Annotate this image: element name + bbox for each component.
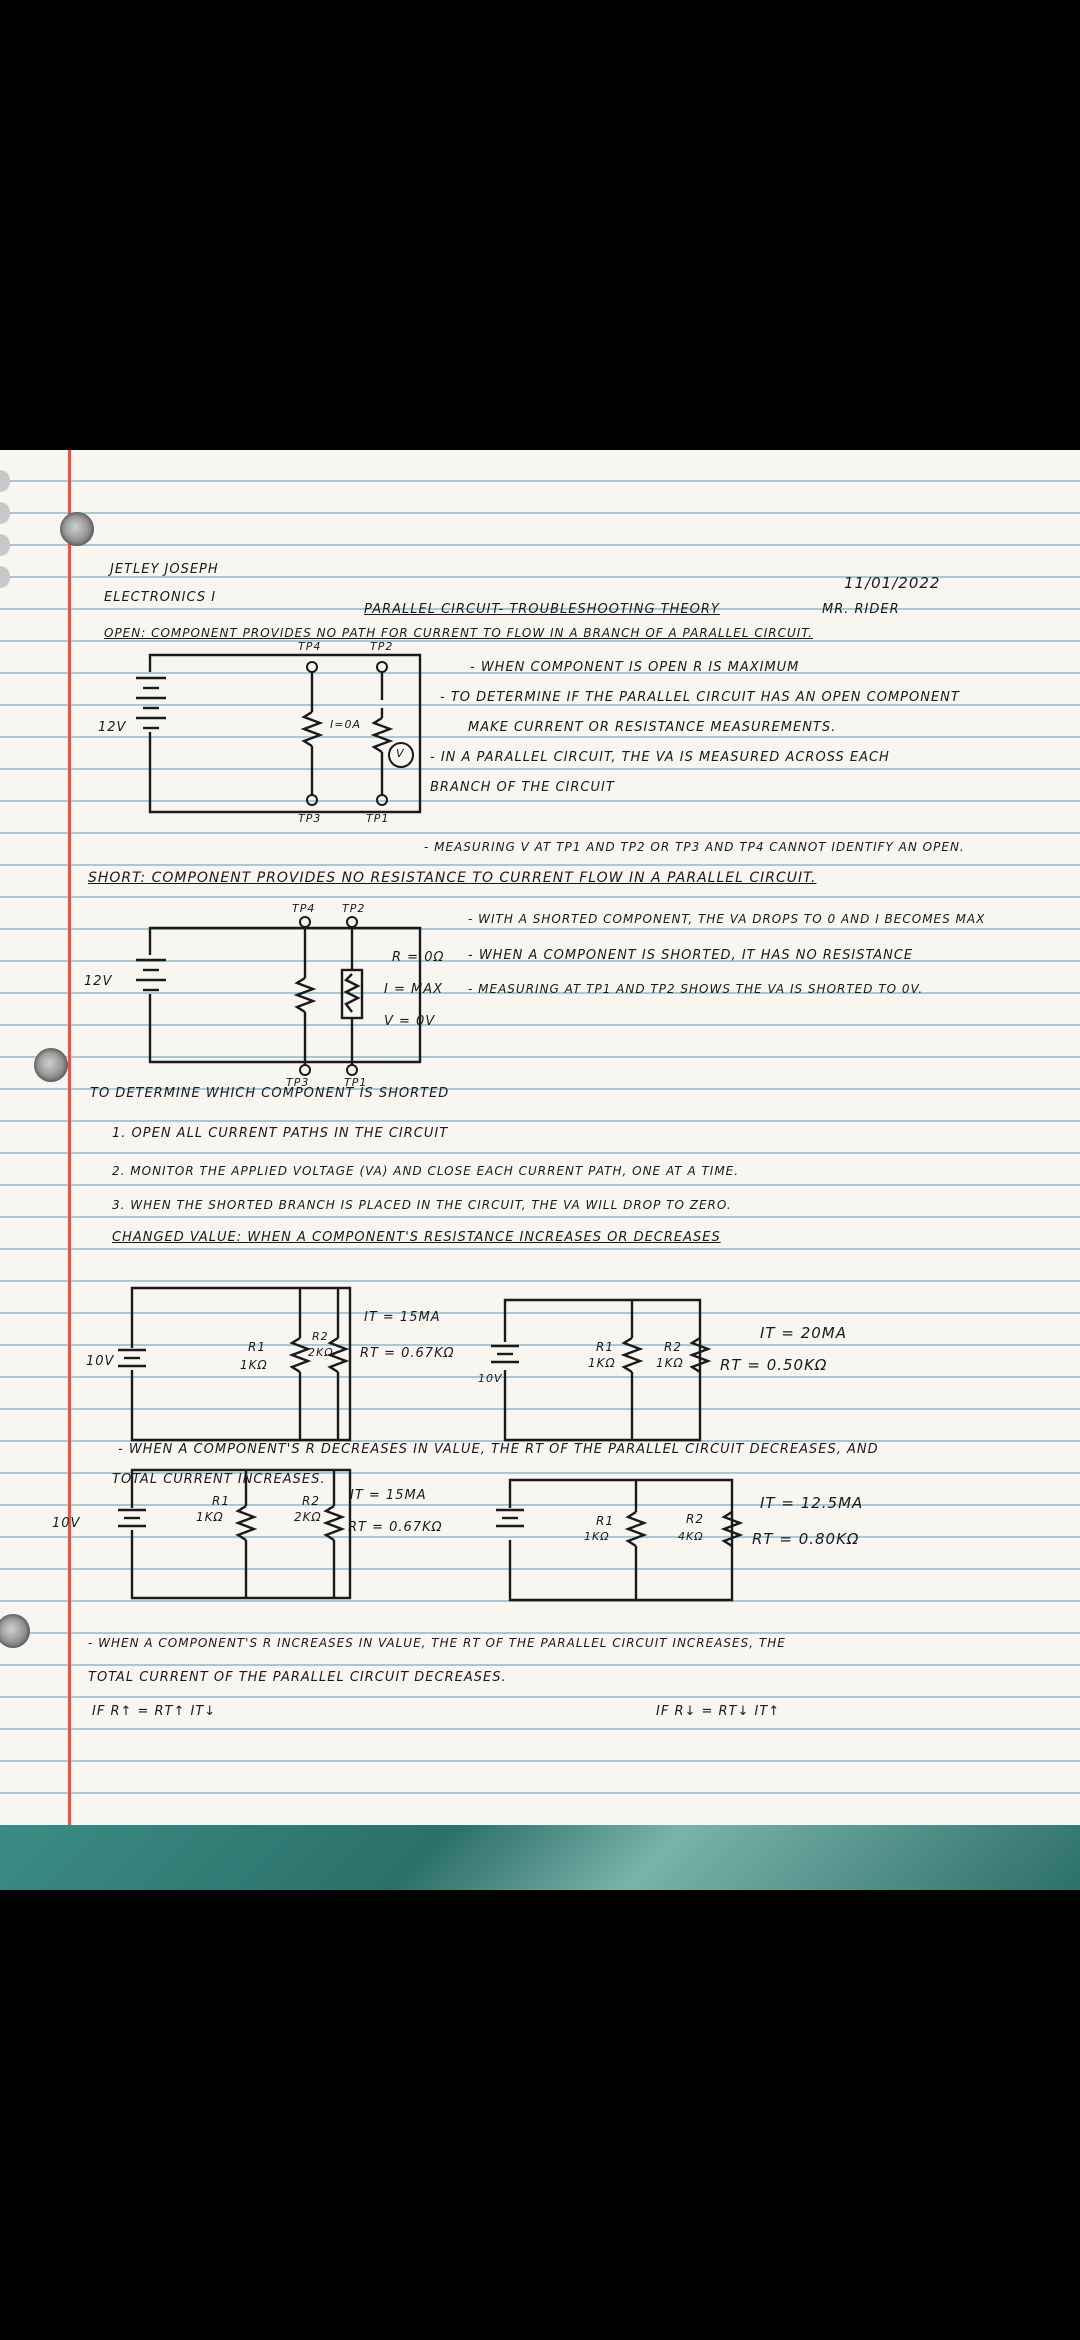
changed-heading: CHANGED VALUE: WHEN A COMPONENT'S RESISTANCE INCREASES OR DECREASES bbox=[112, 1230, 721, 1245]
c3-r1-value: 1KΩ bbox=[196, 1510, 224, 1524]
open-note-6: - MEASURING V AT TP1 AND TP2 OR TP3 AND TP4 CANNOT IDENTIFY AN OPEN. bbox=[424, 840, 965, 854]
changed-circuit-2 bbox=[491, 1300, 708, 1440]
short-note-1: - WITH A SHORTED COMPONENT, THE VA DROPS TO 0 AND I BECOMES MAX bbox=[468, 912, 986, 926]
c4-total-current: IT = 12.5MA bbox=[760, 1494, 864, 1512]
short-r-label: R = 0Ω bbox=[392, 950, 445, 965]
open-circuit-diagram bbox=[136, 655, 420, 812]
notebook-page bbox=[0, 450, 1080, 1825]
c1-r2: R2 bbox=[312, 1330, 329, 1343]
increase-note-2: TOTAL CURRENT OF THE PARALLEL CIRCUIT DECREASES. bbox=[88, 1670, 507, 1685]
changed-circuit-3 bbox=[118, 1470, 350, 1598]
voltmeter-label: V bbox=[396, 747, 405, 760]
c1-voltage: 10V bbox=[86, 1354, 115, 1369]
tablecloth-background bbox=[0, 1825, 1080, 1890]
open-heading: OPEN: COMPONENT PROVIDES NO PATH FOR CURRENT TO FLOW IN A BRANCH OF A PARALLEL CIRCUIT. bbox=[104, 626, 814, 640]
changed-circuit-1 bbox=[118, 1288, 350, 1440]
short-tp1: TP1 bbox=[344, 1076, 368, 1089]
c4-r1-value: 1KΩ bbox=[584, 1530, 610, 1543]
c1-total-current: IT = 15MA bbox=[364, 1310, 441, 1325]
c2-total-current: IT = 20MA bbox=[760, 1324, 847, 1342]
procedure-step-1: 1. OPEN ALL CURRENT PATHS IN THE CIRCUIT bbox=[112, 1126, 449, 1141]
c3-total-current: IT = 15MA bbox=[350, 1488, 427, 1503]
c1-r1: R1 bbox=[248, 1340, 266, 1354]
increase-note-1: - WHEN A COMPONENT'S R INCREASES IN VALUE, THE RT OF THE PARALLEL CIRCUIT INCREASES, THE bbox=[88, 1636, 786, 1650]
short-heading: SHORT: COMPONENT PROVIDES NO RESISTANCE TO CURRENT FLOW IN A PARALLEL CIRCUIT. bbox=[88, 870, 817, 886]
short-v-label: V = 0V bbox=[384, 1014, 436, 1029]
c2-r2: R2 bbox=[664, 1340, 682, 1354]
c2-r2-value: 1KΩ bbox=[656, 1356, 684, 1370]
c3-total-resistance: RT = 0.67KΩ bbox=[348, 1520, 443, 1535]
page-title: PARALLEL CIRCUIT- TROUBLESHOOTING THEORY bbox=[364, 602, 720, 617]
c3-voltage: 10V bbox=[52, 1516, 81, 1531]
procedure-step-3: 3. WHEN THE SHORTED BRANCH IS PLACED IN THE CIRCUIT, THE VA WILL DROP TO ZERO. bbox=[112, 1198, 732, 1212]
c1-total-resistance: RT = 0.67KΩ bbox=[360, 1346, 455, 1361]
student-name: JETLEY JOSEPH bbox=[110, 562, 219, 577]
c3-r2-value: 2KΩ bbox=[294, 1510, 322, 1524]
c4-total-resistance: RT = 0.80KΩ bbox=[752, 1530, 860, 1548]
c3-r2: R2 bbox=[302, 1494, 320, 1508]
short-note-3: - MEASURING AT TP1 AND TP2 SHOWS THE VA IS SHORTED TO 0V. bbox=[468, 982, 924, 996]
open-current: I=0A bbox=[330, 718, 361, 731]
open-note-5: BRANCH OF THE CIRCUIT bbox=[430, 780, 615, 795]
short-tp3: TP3 bbox=[286, 1076, 310, 1089]
short-circuit-diagram bbox=[136, 917, 420, 1075]
rule-increase: IF R↑ = RT↑ IT↓ bbox=[92, 1704, 217, 1719]
open-note-4: - IN A PARALLEL CIRCUIT, THE VA IS MEASURED ACROSS EACH bbox=[430, 750, 890, 765]
c4-r1: R1 bbox=[596, 1514, 614, 1528]
open-tp4: TP4 bbox=[298, 640, 322, 653]
short-tp4: TP4 bbox=[292, 902, 316, 915]
c2-r1-value: 1KΩ bbox=[588, 1356, 616, 1370]
instructor: MR. RIDER bbox=[822, 602, 900, 617]
c4-r2: R2 bbox=[686, 1512, 704, 1526]
course-name: ELECTRONICS I bbox=[104, 590, 217, 605]
c2-r1: R1 bbox=[596, 1340, 614, 1354]
open-note-1: - WHEN COMPONENT IS OPEN R IS MAXIMUM bbox=[470, 660, 800, 675]
short-tp2: TP2 bbox=[342, 902, 366, 915]
rule-decrease: IF R↓ = RT↓ IT↑ bbox=[656, 1704, 781, 1719]
procedure-step-2: 2. MONITOR THE APPLIED VOLTAGE (VA) AND CLOSE EACH CURRENT PATH, ONE AT A TIME. bbox=[112, 1164, 740, 1178]
open-note-3: MAKE CURRENT OR RESISTANCE MEASUREMENTS. bbox=[468, 720, 837, 735]
c2-voltage: 10V bbox=[478, 1372, 503, 1385]
c3-r1: R1 bbox=[212, 1494, 230, 1508]
open-tp3: TP3 bbox=[298, 812, 322, 825]
c1-r2-value: 2KΩ bbox=[308, 1346, 334, 1359]
c1-r1-value: 1KΩ bbox=[240, 1358, 268, 1372]
open-tp2: TP2 bbox=[370, 640, 394, 653]
short-voltage: 12V bbox=[84, 974, 113, 989]
short-note-2: - WHEN A COMPONENT IS SHORTED, IT HAS NO RESISTANCE bbox=[468, 948, 914, 963]
decrease-note-1: - WHEN A COMPONENT'S R DECREASES IN VALUE, THE RT OF THE PARALLEL CIRCUIT DECREASES, AND bbox=[118, 1442, 879, 1457]
c2-total-resistance: RT = 0.50KΩ bbox=[720, 1356, 828, 1374]
decrease-note-2: TOTAL CURRENT INCREASES. bbox=[112, 1472, 326, 1487]
open-note-2: - TO DETERMINE IF THE PARALLEL CIRCUIT HAS AN OPEN COMPONENT bbox=[440, 690, 960, 705]
open-tp1: TP1 bbox=[366, 812, 390, 825]
open-voltage: 12V bbox=[98, 720, 127, 735]
date: 11/01/2022 bbox=[844, 574, 941, 592]
c4-r2-value: 4KΩ bbox=[678, 1530, 704, 1543]
short-i-label: I = MAX bbox=[384, 982, 444, 997]
procedure-title: TO DETERMINE WHICH COMPONENT IS SHORTED bbox=[90, 1086, 450, 1101]
